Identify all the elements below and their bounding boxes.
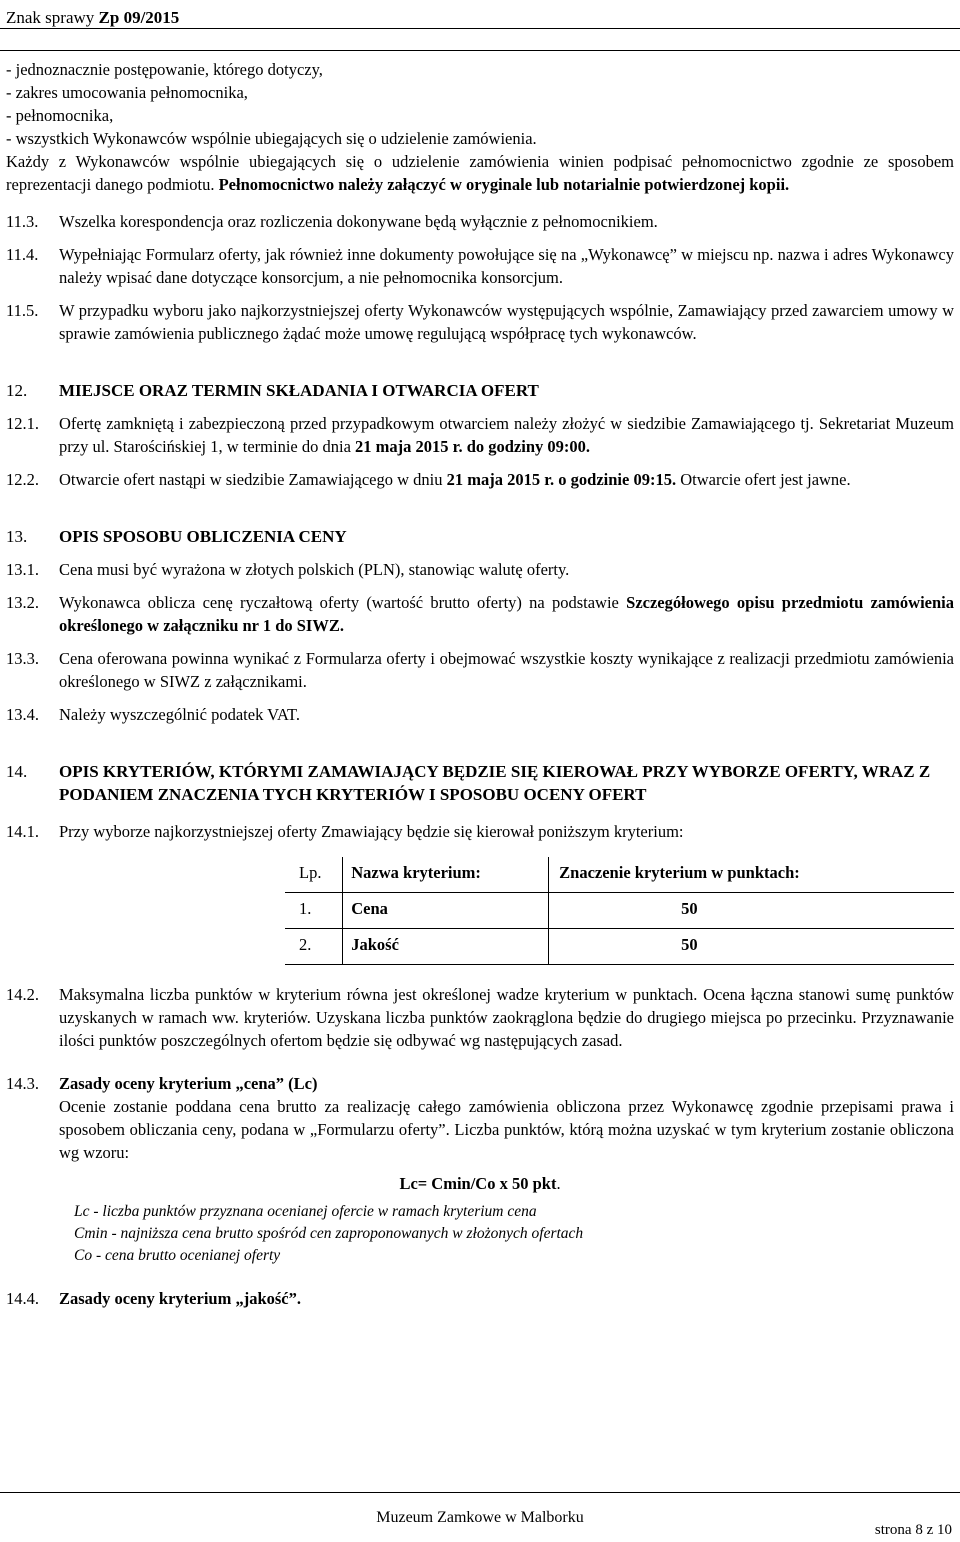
section-13-2 <box>6 591 954 637</box>
section-text <box>59 412 954 458</box>
section-number: 14.4. <box>6 1289 39 1308</box>
legend-item: Co - cena brutto ocenianej oferty <box>74 1247 281 1264</box>
header-divider <box>0 28 960 29</box>
section-12-1 <box>6 412 954 458</box>
section-14-3 <box>6 1072 954 1164</box>
section-14-1 <box>6 820 954 843</box>
section-11-3 <box>6 210 954 233</box>
section-text <box>59 591 954 637</box>
table-cell: 50 <box>549 893 954 929</box>
intro-text: Każdy z Wykonawców wspólnie ubiegających się o udzielenie zamówienia winien podpisać pełnomocnictwo zgodnie ze sposobem reprezentacji danego podmiotu. <box>6 152 954 194</box>
section-14-4 <box>6 1287 954 1310</box>
criteria-table <box>285 857 954 965</box>
dash-item: - jednoznacznie postępowanie, którego dotyczy, <box>6 60 323 79</box>
case-number: Zp 09/2015 <box>98 8 180 27</box>
intro-paragraph <box>6 150 954 196</box>
section-text: W przypadku wyboru jako najkorzystniejszej oferty Wykonawców występujących wspólnie, Zamawiający przed zawarciem umowy w sprawie zamówienia publicznego żądać może umowę regulującą współpracę tych wykonawców. <box>59 301 954 343</box>
section-number: 14.3. <box>6 1074 39 1093</box>
section-number: 13.4. <box>6 705 39 724</box>
section-number: 14.2. <box>6 985 39 1004</box>
dash-item: - wszystkich Wykonawców wspólnie ubiegających się o udzielenie zamówienia. <box>6 129 537 148</box>
table-cell: 50 <box>549 929 954 965</box>
section-13-4 <box>6 703 954 726</box>
table-cell: Cena <box>343 893 549 929</box>
section-text: Wypełniając Formularz oferty, jak również inne dokumenty powołujące się na „Wykonawcę” w miejscu np. nazwa i adres Wykonawcy należy wpisać dane dotyczące konsorcjum, a nie pełnomocnika konsorcjum. <box>59 245 954 287</box>
formula-end: . <box>556 1174 561 1193</box>
section-number: 13.1. <box>6 560 39 579</box>
section-text: Cena musi być wyrażona w złotych polskich (PLN), stanowiąc walutę oferty. <box>59 560 570 579</box>
dash-item: - pełnomocnika, <box>6 106 114 125</box>
intro-bold: Pełnomocnictwo należy załączyć w oryginale lub notarialnie potwierdzonej kopii. <box>218 175 790 194</box>
section-text: Ocenie zostanie poddana cena brutto za realizację całego zamówienia obliczona przez Wykonawcę zgodnie przepisami prawa i sposobem obliczania ceny, podana w „Formularzu oferty”. Liczba punktów, którą można uzyskać w tym kryterium zostanie obliczona wg wzoru: <box>59 1097 954 1162</box>
section-text: Należy wyszczególnić podatek VAT. <box>59 705 301 724</box>
section-11-5 <box>6 299 954 345</box>
heading-number: 12. <box>6 381 28 400</box>
section-13-3 <box>6 647 954 693</box>
section-number: 13.3. <box>6 649 39 668</box>
page-content <box>6 58 954 1310</box>
deadline: 21 maja 2015 r. do godziny 09:00. <box>355 437 591 456</box>
section-title: Zasady oceny kryterium „cena” (Lc) <box>59 1074 318 1093</box>
formula-legend <box>74 1201 954 1267</box>
section-text: Cena oferowana powinna wynikać z Formularza oferty i obejmować wszystkie koszty wynikające z realizacji przedmiotu zamówienia określonego w SIWZ z załącznikami. <box>59 649 954 691</box>
table-header: Nazwa kryterium: <box>343 857 549 893</box>
section-text-part: Otwarcie ofert jest jawne. <box>676 470 851 489</box>
table-header: Znaczenie kryterium w punktach: <box>549 857 954 893</box>
table-row <box>285 929 954 965</box>
section-title: Zasady oceny kryterium „jakość”. <box>59 1289 301 1308</box>
heading-13 <box>6 525 954 548</box>
case-prefix: Znak sprawy <box>6 8 99 27</box>
heading-14 <box>6 760 954 806</box>
section-11-4 <box>6 243 954 289</box>
section-text <box>59 468 954 491</box>
footer-organization: Muzeum Zamkowe w Malborku <box>376 1509 584 1526</box>
heading-number: 13. <box>6 527 28 546</box>
section-number: 11.3. <box>6 212 39 231</box>
section-text-part: Otwarcie ofert nastąpi w siedzibie Zamawiającego w dniu <box>59 470 447 489</box>
table-row <box>285 893 954 929</box>
formula-text: Lc= Cmin/Co x 50 pkt <box>399 1174 557 1193</box>
section-bold: Szczegółowego opisu przedmiotu zamówienia określonego w załączniku nr 1 do SIWZ. <box>59 593 955 635</box>
section-number: 14.1. <box>6 822 39 841</box>
footer-divider <box>0 1492 960 1493</box>
heading-12 <box>6 379 954 402</box>
legend-item: Cmin - najniższa cena brutto spośród cen zaproponowanych w złożonych ofertach <box>74 1225 584 1242</box>
heading-title: OPIS KRYTERIÓW, KTÓRYMI ZAMAWIAJĄCY BĘDZIE SIĘ KIEROWAŁ PRZY WYBORZE OFERTY, WRAZ Z PODANIEM ZNACZENIA TYCH KRYTERIÓW I SPOSOBU OCENY OFERT <box>59 762 931 804</box>
section-number: 11.4. <box>6 245 39 264</box>
section-text: Przy wyborze najkorzystniejszej oferty Zmawiający będzie się kierował poniższym kryterium: <box>59 822 684 841</box>
table-cell: Jakość <box>343 929 549 965</box>
heading-title: MIEJSCE ORAZ TERMIN SKŁADANIA I OTWARCIA OFERT <box>59 381 539 400</box>
heading-number: 14. <box>6 762 28 781</box>
section-body <box>59 1072 954 1164</box>
section-14-2 <box>6 983 954 1052</box>
table-header: Lp. <box>285 857 343 893</box>
dash-item: - zakres umocowania pełnomocnika, <box>6 83 248 102</box>
section-number: 12.2. <box>6 470 39 489</box>
legend-item: Lc - liczba punktów przyznana ocenianej ofercie w ramach kryterium cena <box>74 1203 537 1220</box>
case-header <box>6 6 179 29</box>
section-text: Maksymalna liczba punktów w kryterium równa jest określonej wadze kryterium w punktach. Ocena łączna stanowi sumę punktów uzyskanych w ramach ww. kryteriów. Uzyskana liczba punktów zaokrąglona będzie do drugiego miejsca po przecinku. Przyznawanie ilości punktów poszczególnych ofertom będzie się odbywać wg następujących zasad. <box>59 985 954 1050</box>
section-text-part: Ofertę zamkniętą i zabezpieczoną przed przypadkowym otwarciem należy złożyć w siedzibie Zamawiającego tj. Sekretariat Muzeum przy ul. Starościńskiej 1, w terminie do dnia <box>59 414 954 456</box>
price-formula <box>6 1172 954 1195</box>
opening-date: 21 maja 2015 r. o godzinie 09:15. <box>446 470 677 489</box>
heading-title: OPIS SPOSOBU OBLICZENIA CENY <box>59 527 347 546</box>
section-13-1 <box>6 558 954 581</box>
table-cell: 1. <box>285 893 343 929</box>
header-underline <box>0 50 960 51</box>
page-number: strona 8 z 10 <box>874 1522 952 1538</box>
section-number: 12.1. <box>6 414 39 433</box>
section-12-2 <box>6 468 954 491</box>
section-number: 13.2. <box>6 593 39 612</box>
section-number: 11.5. <box>6 301 39 320</box>
section-text: Wszelka korespondencja oraz rozliczenia dokonywane będą wyłącznie z pełnomocnikiem. <box>59 212 658 231</box>
table-header-row <box>285 857 954 893</box>
section-text-part: Wykonawca oblicza cenę ryczałtową oferty (wartość brutto oferty) na podstawie <box>59 593 627 612</box>
table-cell: 2. <box>285 929 343 965</box>
